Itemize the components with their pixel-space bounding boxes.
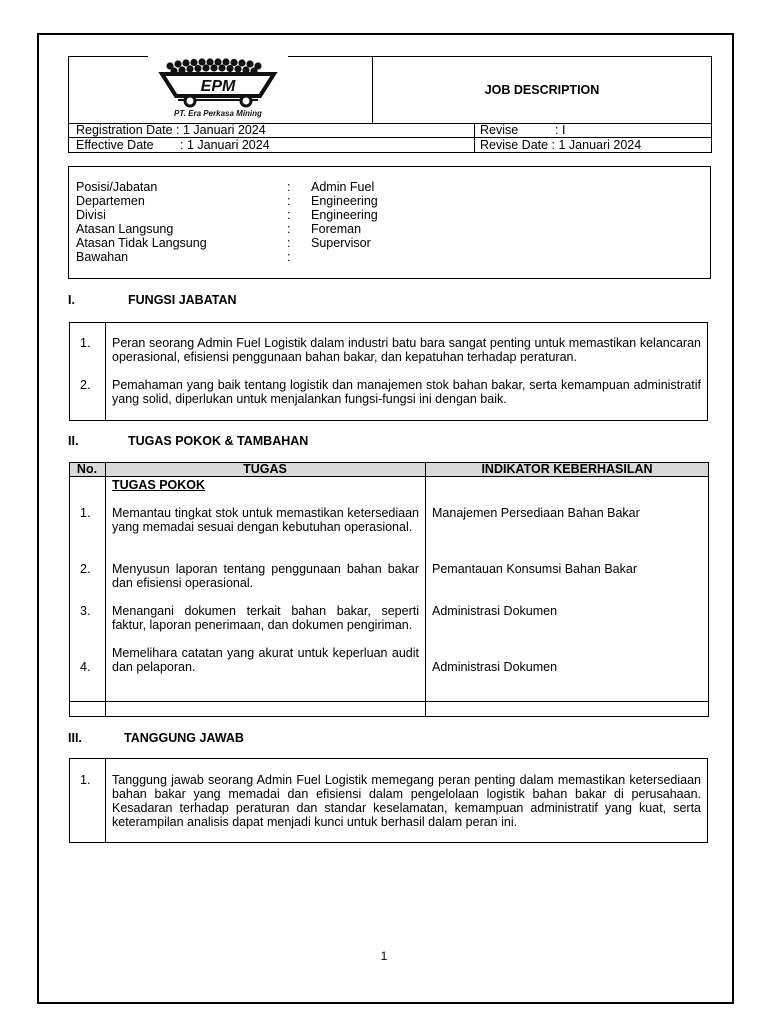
- list-item-text: Tanggung jawab seorang Admin Fuel Logistik memegang peran penting dalam memastikan ketersediaan bahan bakar yang memadai dan efisiensi dalam pengelolaan logistik bahan bakar di perusahaan. Kesadaran terhadap peraturan dan standar keselamatan, kemampuan administratif yang kuat, serta keterampilan analisis dapat menjadi kunci untuk berhasil dalam peran ini.: [112, 773, 701, 829]
- section-number: I.: [68, 293, 75, 307]
- section-number: II.: [68, 434, 79, 448]
- section-title: TANGGUNG JAWAB: [124, 731, 244, 745]
- position-label: Divisi: [76, 208, 106, 222]
- position-value: Admin Fuel: [311, 180, 375, 194]
- registration-date: Registration Date : 1 Januari 2024: [76, 123, 266, 137]
- position-colon: :: [287, 194, 291, 208]
- revise-date: Revise Date : 1 Januari 2024: [480, 138, 642, 152]
- table-row-number: 2.: [80, 562, 91, 576]
- revise-label: Revise: [480, 123, 519, 137]
- position-value: Supervisor: [311, 236, 371, 250]
- position-label: Atasan Tidak Langsung: [76, 236, 207, 250]
- section-number: III.: [68, 731, 82, 745]
- effective-date-label: Effective Date: [76, 138, 154, 152]
- list-item-number: 1.: [80, 773, 91, 787]
- table-row-number: 3.: [80, 604, 91, 618]
- doc-title: [372, 56, 712, 123]
- doc-title-text: JOB DESCRIPTION: [484, 82, 600, 97]
- company-logo: [148, 56, 288, 122]
- position-label: Bawahan: [76, 250, 129, 264]
- table-row-indicator: Administrasi Dokumen: [432, 660, 558, 674]
- svg-text:PT. Era Perkasa Mining: PT. Era Perkasa Mining: [174, 109, 262, 118]
- list-item-text: Peran seorang Admin Fuel Logistik dalam industri batu bara sangat penting untuk memastikan kelancaran operasional, efisiensi penggunaan bahan bakar, dan kepatuhan terhadap peraturan.: [112, 336, 701, 364]
- column-header-task: TUGAS: [243, 462, 287, 476]
- table-row-indicator: Pemantauan Konsumsi Bahan Bakar: [432, 562, 637, 576]
- table-row-task: Menangani dokumen terkait bahan bakar, seperti faktur, laporan penerimaan, dan dokumen pengiriman.: [112, 604, 419, 632]
- table-row-task: Memelihara catatan yang akurat untuk keperluan audit dan pelaporan.: [112, 646, 419, 674]
- position-colon: :: [287, 250, 291, 264]
- column-divider: [105, 462, 106, 717]
- position-colon: :: [287, 236, 291, 250]
- section-title: FUNGSI JABATAN: [128, 293, 237, 307]
- list-item-number: 1.: [80, 336, 91, 350]
- position-label: Departemen: [76, 194, 145, 208]
- column-divider: [105, 758, 106, 843]
- column-header-indicator: INDIKATOR KEBERHASILAN: [481, 462, 653, 476]
- position-colon: :: [287, 222, 291, 236]
- position-label: Atasan Langsung: [76, 222, 174, 236]
- section-title: TUGAS POKOK & TAMBAHAN: [128, 434, 309, 448]
- table-subheading: TUGAS POKOK: [112, 478, 206, 492]
- mining-cart-icon: [148, 56, 288, 122]
- svg-text:EPM: EPM: [200, 78, 236, 95]
- position-colon: :: [287, 180, 291, 194]
- position-colon: :: [287, 208, 291, 222]
- column-divider: [425, 462, 426, 717]
- position-value: Engineering: [311, 208, 378, 222]
- column-header-no: No.: [76, 462, 98, 476]
- table-row-number: 4.: [80, 660, 91, 674]
- position-value: Engineering: [311, 194, 378, 208]
- table-row-task: Memantau tingkat stok untuk memastikan ketersediaan yang memadai sesuai dengan kebutuhan operasional.: [112, 506, 419, 534]
- revise-value: : I: [555, 123, 566, 137]
- table-row-task: Menyusun laporan tentang penggunaan bahan bakar dan efisiensi operasional.: [112, 562, 419, 590]
- table-row-indicator: Administrasi Dokumen: [432, 604, 558, 618]
- page-number: 1: [380, 949, 388, 963]
- header-divider: [474, 123, 475, 153]
- effective-date-value: : 1 Januari 2024: [180, 138, 270, 152]
- table-footer-line: [69, 701, 709, 702]
- table-row-number: 1.: [80, 506, 91, 520]
- list-item-number: 2.: [80, 378, 91, 392]
- table-row-indicator: Manajemen Persediaan Bahan Bakar: [432, 506, 640, 520]
- position-value: Foreman: [311, 222, 362, 236]
- list-item-text: Pemahaman yang baik tentang logistik dan manajemen stok bahan bakar, serta kemampuan administratif yang solid, diperlukan untuk menjalankan fungsi-fungsi ini dengan baik.: [112, 378, 701, 406]
- column-divider: [105, 322, 106, 421]
- table-header-line: [69, 476, 709, 477]
- position-label: Posisi/Jabatan: [76, 180, 158, 194]
